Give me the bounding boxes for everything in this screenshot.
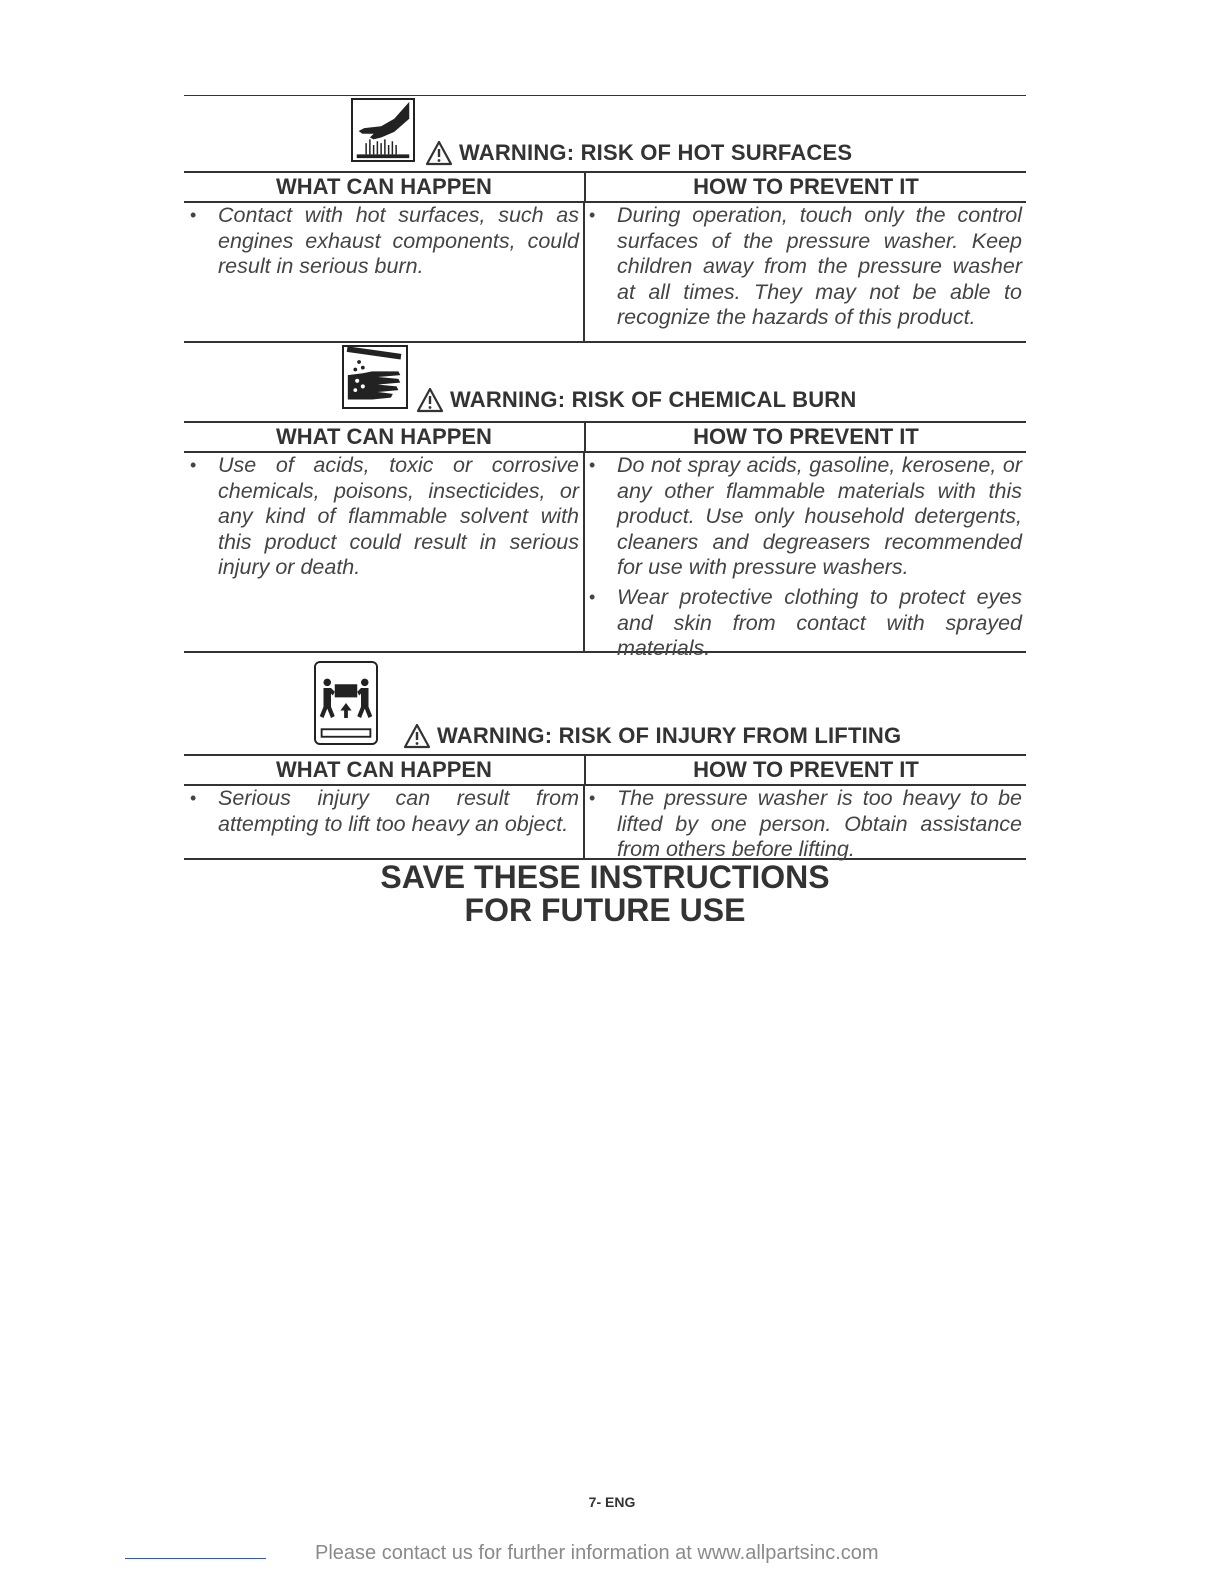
list-item: • Contact with hot surfaces, such as engines exhaust components, could result in serious burn. <box>190 203 579 279</box>
warning-title-hot-surfaces <box>425 140 852 166</box>
warning-title-lifting <box>403 723 901 749</box>
chemical-burn-hand-icon <box>342 345 408 409</box>
save-instructions-line-2: FOR FUTURE USE <box>464 892 746 928</box>
list-item: • During operation, touch only the control surfaces of the pressure washer. Keep children away from the pressure washer at all times. They may not be able to recognize the hazards of this product. <box>589 203 1022 330</box>
hazard-table-hot-surfaces <box>184 171 1026 343</box>
footer-contact-text: Please contact us for further information at www.allpartsinc.com <box>315 1542 879 1564</box>
list-item: • Wear protective clothing to protect eyes and skin from contact with sprayed materials. <box>589 584 1022 661</box>
page-number: 7- ENG <box>588 1494 636 1510</box>
top-rule <box>184 95 1026 96</box>
save-instructions-line-1: SAVE THESE INSTRUCTIONS <box>380 859 830 895</box>
bullet-icon: • <box>589 455 596 475</box>
bullet-icon: • <box>190 455 197 475</box>
column-header-what-can-happen: WHAT CAN HAPPEN <box>184 423 586 451</box>
hot-surface-hand-icon <box>351 98 415 162</box>
column-header-what-can-happen: WHAT CAN HAPPEN <box>184 173 586 201</box>
column-header-how-to-prevent: HOW TO PREVENT IT <box>693 174 919 199</box>
warning-title-text: WARNING: RISK OF INJURY FROM LIFTING <box>437 723 902 748</box>
warning-title-text: WARNING: RISK OF CHEMICAL BURN <box>450 387 857 412</box>
warning-triangle-icon <box>425 140 453 166</box>
warning-title-text: WARNING: RISK OF HOT SURFACES <box>459 140 853 165</box>
column-header-what-can-happen: WHAT CAN HAPPEN <box>184 756 586 784</box>
warning-title-chemical-burn <box>416 387 856 413</box>
bullet-icon: • <box>589 205 596 225</box>
column-header-how-to-prevent: HOW TO PREVENT IT <box>693 424 919 449</box>
list-item: • Serious injury can result from attempting to lift too heavy an object. <box>190 786 579 836</box>
warning-triangle-icon <box>416 387 444 413</box>
two-person-lift-icon <box>314 661 378 745</box>
bullet-icon: • <box>190 788 197 808</box>
hazard-table-lifting <box>184 754 1026 860</box>
bullet-icon: • <box>589 586 596 607</box>
bullet-icon: • <box>190 205 197 225</box>
hazard-table-chemical-burn <box>184 421 1026 661</box>
footer-link-underline <box>125 1558 266 1559</box>
list-item: • The pressure washer is too heavy to be lifted by one person. Obtain assistance from others before lifting. <box>589 786 1022 862</box>
list-item: • Do not spray acids, gasoline, kerosene, or any other flammable materials with this product. Use only household detergents, cleaners and degreasers recommended for use with pressure washers. <box>589 453 1022 580</box>
list-item: • Use of acids, toxic or corrosive chemicals, poisons, insecticides, or any kind of flammable solvent with this product could result in serious injury or death. <box>190 453 579 580</box>
column-header-how-to-prevent: HOW TO PREVENT IT <box>693 757 919 782</box>
bullet-icon: • <box>589 788 596 808</box>
warning-triangle-icon <box>403 723 431 749</box>
